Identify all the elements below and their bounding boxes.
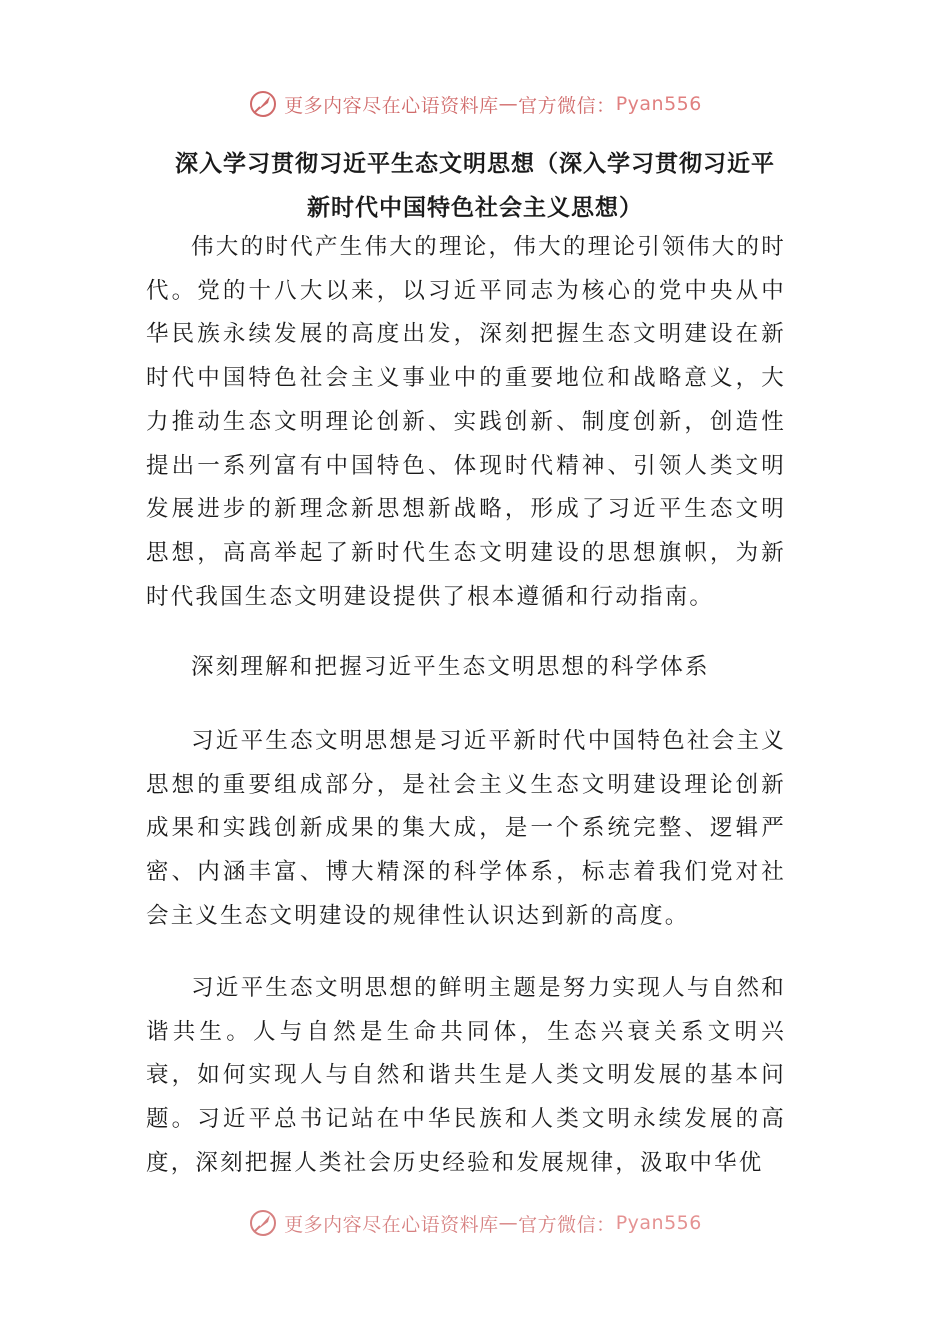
title-line-2: 新时代中国特色社会主义思想）: [307, 195, 643, 221]
watermark-wechat-id: Pyan556: [615, 93, 702, 115]
footer-watermark-main-text: 更多内容尽在心语资料库: [284, 1213, 499, 1236]
watermark-header: [0, 86, 950, 122]
section-heading: 深刻理解和把握习近平生态文明思想的科学体系: [191, 654, 710, 680]
footer-watermark-dash: —: [498, 1212, 519, 1234]
watermark-main-text: 更多内容尽在心语资料库: [284, 94, 499, 117]
quill-logo-icon: [248, 1208, 278, 1238]
paragraph-theme: 习近平生态文明思想的鲜明主题是努力实现人与自然和谐共生。人与自然是生命共同体，生态兴衰关系文明兴衰，如何实现人与自然和谐共生是人类文明发展的基本问题。习近平总书记站在中华民族和人类文明永续发展的高度，深刻把握人类社会历史经验和发展规律，汲取中华优: [146, 975, 786, 1176]
paragraph-intro: 伟大的时代产生伟大的理论，伟大的理论引领伟大的时代。党的十八大以来，以习近平同志为核心的党中央从中华民族永续发展的高度出发，深刻把握生态文明建设在新时代中国特色社会主义事业中的重要地位和战略意义，大力推动生态文明理论创新、实践创新、制度创新，创造性提出一系列富有中国特色、体现时代精神、引领人类文明发展进步的新理念新思想新战略，形成了习近平生态文明思想，高高举起了新时代生态文明建设的思想旗帜，为新时代我国生态文明建设提供了根本遵循和行动指南。: [146, 234, 786, 610]
footer-watermark-wechat-label: 官方微信：: [518, 1213, 616, 1236]
title-line-1: 深入学习贯彻习近平生态文明思想（深入学习贯彻习近平: [175, 151, 775, 177]
quill-logo-icon: [248, 89, 278, 119]
document-title: [120, 142, 830, 230]
watermark-dash: —: [498, 93, 519, 115]
footer-watermark-wechat-id: Pyan556: [615, 1212, 702, 1234]
paragraph-system: 习近平生态文明思想是习近平新时代中国特色社会主义思想的重要组成部分，是社会主义生态文明建设理论创新成果和实践创新成果的集大成，是一个系统完整、逻辑严密、内涵丰富、博大精深的科学体系，标志着我们党对社会主义生态文明建设的规律性认识达到新的高度。: [146, 728, 786, 929]
watermark-wechat-label: 官方微信：: [518, 94, 616, 117]
watermark-footer: [0, 1205, 950, 1241]
